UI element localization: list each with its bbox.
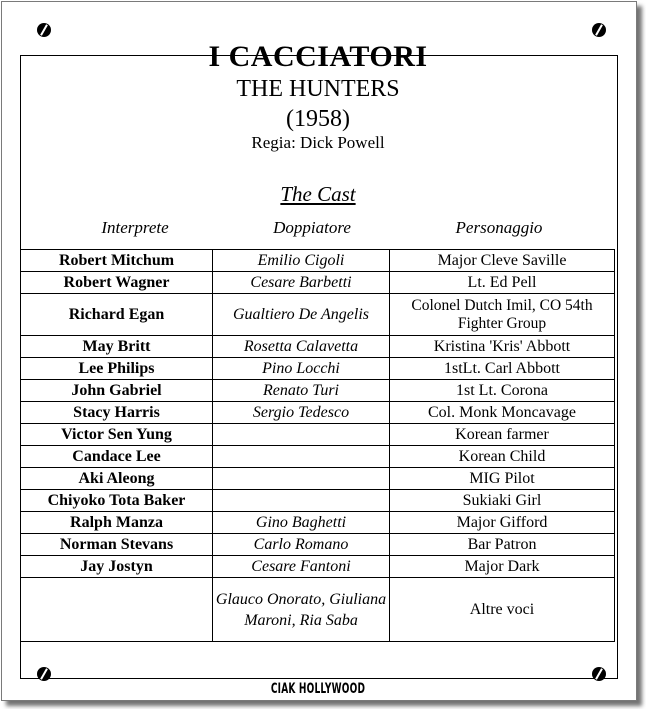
- table-row: [21, 424, 615, 446]
- dubber-cell: Gino Baghetti: [213, 512, 390, 534]
- table-row: [21, 534, 615, 556]
- screw-icon: [592, 23, 606, 37]
- character-cell: Major Gifford: [390, 512, 615, 534]
- actor-cell: [21, 578, 213, 642]
- release-year: (1958): [286, 106, 350, 132]
- actor-cell: Candace Lee: [21, 446, 213, 468]
- column-header-actor: Interprete: [101, 218, 169, 237]
- table-row: [21, 468, 615, 490]
- cast-heading: The Cast: [280, 182, 356, 206]
- actor-cell: Norman Stevans: [21, 534, 213, 556]
- character-cell: MIG Pilot: [390, 468, 615, 490]
- character-cell: 1stLt. Carl Abbott: [390, 358, 615, 380]
- dubber-cell: Pino Locchi: [213, 358, 390, 380]
- actor-cell: Aki Aleong: [21, 468, 213, 490]
- actor-cell: John Gabriel: [21, 380, 213, 402]
- dubber-cell: Cesare Fantoni: [213, 556, 390, 578]
- table-row: [21, 512, 615, 534]
- table-row: [21, 358, 615, 380]
- character-cell: Major Cleve Saville: [390, 250, 615, 272]
- character-cell: Colonel Dutch Imil, CO 54th Fighter Group: [390, 294, 615, 336]
- character-cell: Korean farmer: [390, 424, 615, 446]
- character-cell: Korean Child: [390, 446, 615, 468]
- character-cell: Sukiaki Girl: [390, 490, 615, 512]
- actor-cell: Victor Sen Yung: [21, 424, 213, 446]
- character-cell: Bar Patron: [390, 534, 615, 556]
- actor-cell: Robert Wagner: [21, 272, 213, 294]
- character-cell: Col. Monk Moncavage: [390, 402, 615, 424]
- dubber-cell: Renato Turi: [213, 380, 390, 402]
- screw-icon: [37, 23, 51, 37]
- table-row: [21, 556, 615, 578]
- column-header-dubber: Doppiatore: [273, 218, 351, 237]
- actor-cell: Stacy Harris: [21, 402, 213, 424]
- table-row: [21, 294, 615, 336]
- character-cell: Lt. Ed Pell: [390, 272, 615, 294]
- dubber-cell: Carlo Romano: [213, 534, 390, 556]
- character-cell: Kristina 'Kris' Abbott: [390, 336, 615, 358]
- actor-cell: Ralph Manza: [21, 512, 213, 534]
- dubber-cell: Glauco Onorato, Giuliana Maroni, Ria Saba: [213, 578, 390, 642]
- character-cell: 1st Lt. Corona: [390, 380, 615, 402]
- table-row: [21, 446, 615, 468]
- character-cell: Altre voci: [390, 578, 615, 642]
- table-row: [21, 380, 615, 402]
- character-cell: Major Dark: [390, 556, 615, 578]
- page-title: I CACCIATORI: [208, 40, 428, 73]
- table-row: [21, 578, 615, 642]
- dubber-cell: Rosetta Calavetta: [213, 336, 390, 358]
- dubber-cell: [213, 490, 390, 512]
- column-header-character: Personaggio: [455, 218, 543, 237]
- screw-icon: [37, 667, 51, 681]
- actor-cell: Chiyoko Tota Baker: [21, 490, 213, 512]
- actor-cell: Richard Egan: [21, 294, 213, 336]
- table-row: [21, 490, 615, 512]
- dubber-cell: Sergio Tedesco: [213, 402, 390, 424]
- actor-cell: Lee Philips: [21, 358, 213, 380]
- cast-table: [20, 249, 615, 642]
- dubber-cell: [213, 446, 390, 468]
- actor-cell: Jay Jostyn: [21, 556, 213, 578]
- actor-cell: May Britt: [21, 336, 213, 358]
- table-row: [21, 336, 615, 358]
- table-row: [21, 402, 615, 424]
- dubber-cell: [213, 424, 390, 446]
- page-subtitle: THE HUNTERS: [236, 76, 400, 102]
- ciak-hollywood-logo: CIAK HOLLYWOOD: [270, 682, 366, 698]
- director-credit: Regia: Dick Powell: [251, 133, 385, 152]
- table-row: [21, 250, 615, 272]
- table-row: [21, 272, 615, 294]
- screw-icon: [592, 667, 606, 681]
- dubber-cell: Gualtiero De Angelis: [213, 294, 390, 336]
- actor-cell: Robert Mitchum: [21, 250, 213, 272]
- dubber-cell: Cesare Barbetti: [213, 272, 390, 294]
- dubber-cell: Emilio Cigoli: [213, 250, 390, 272]
- dubber-cell: [213, 468, 390, 490]
